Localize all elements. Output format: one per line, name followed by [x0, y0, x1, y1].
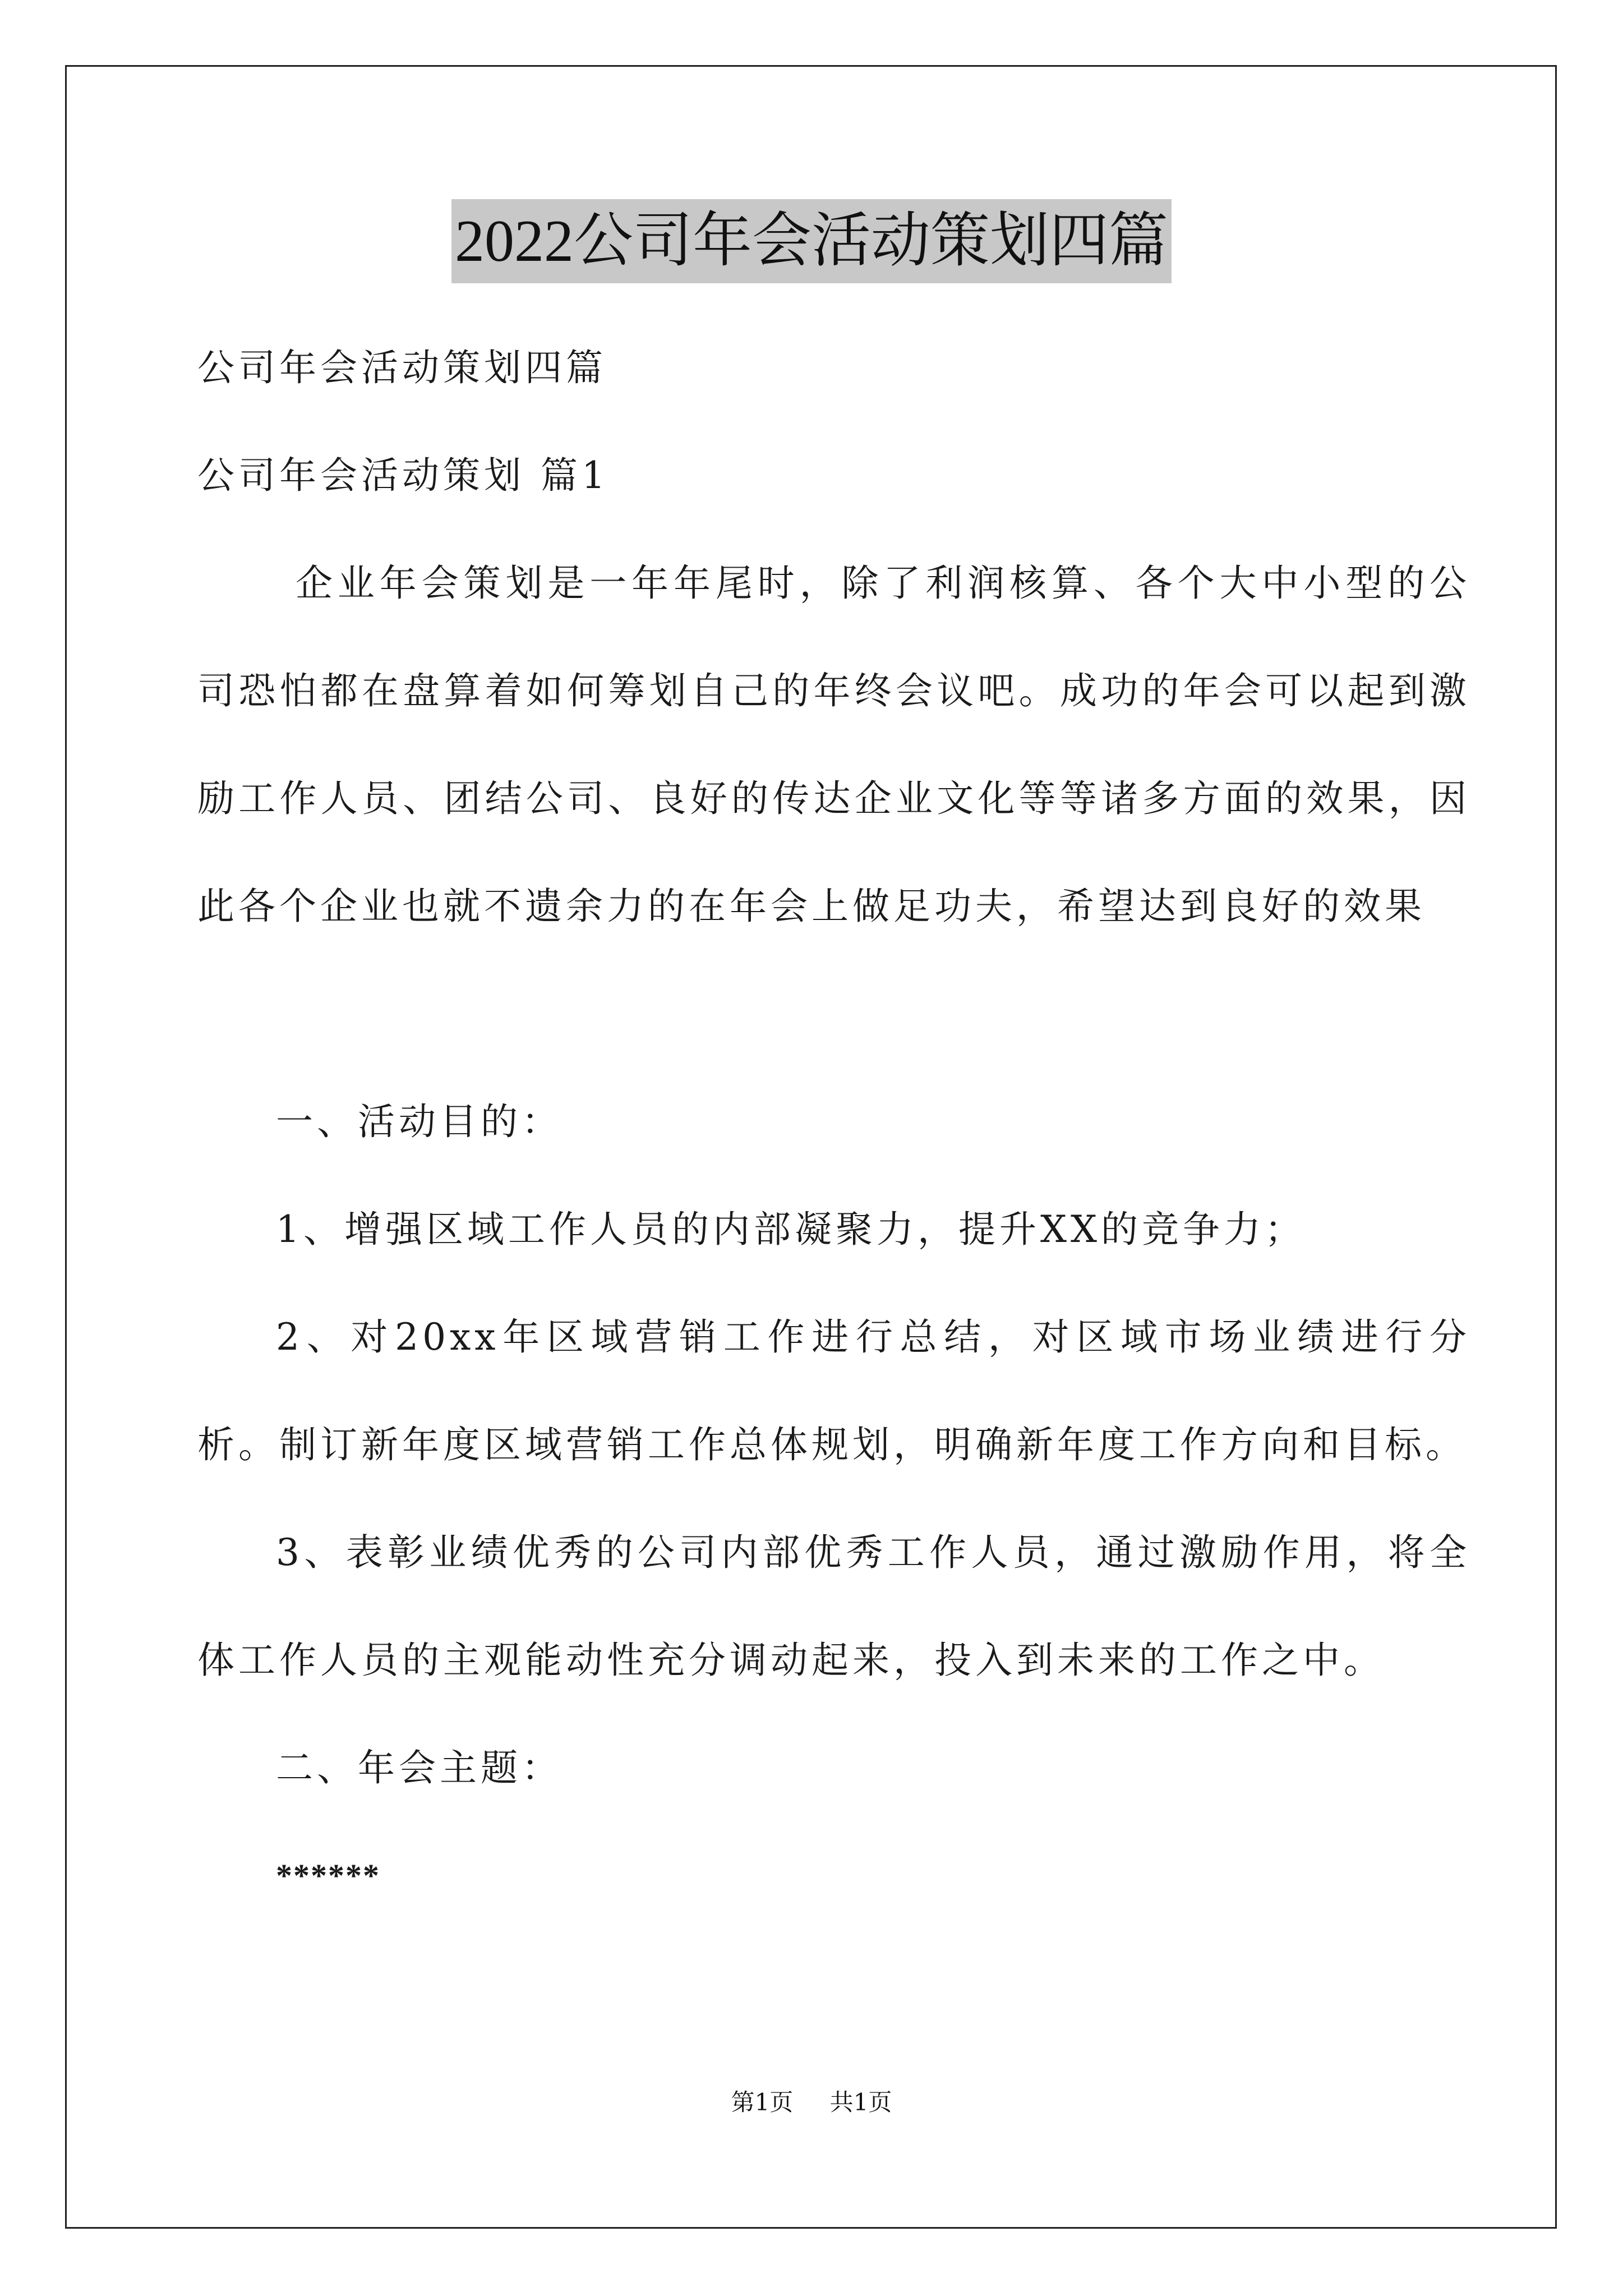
purpose-item-3: 3、表彰业绩优秀的公司内部优秀工作人员，通过激励作用，将全体工作人员的主观能动性充分调动起来，投入到未来的工作之中。 [197, 1531, 1470, 1682]
document-body [197, 314, 1470, 1930]
blank-line [197, 960, 1470, 1068]
theme-placeholder: ****** [276, 1857, 380, 1894]
purpose-item-2: 2、对20xx年区域营销工作进行总结，对区域市场业绩进行分析。制订新年度区域营销工作总体规划，明确新年度工作方向和目标。 [197, 1315, 1470, 1466]
intro-paragraph: 企业年会策划是一年年尾时，除了利润核算、各个大中小型的公司恐怕都在盘算着如何筹划自己的年终会议吧。成功的年会可以起到激励工作人员、团结公司、良好的传达企业文化等等诸多方面的效果，因此各个企业也就不遗余力的在年会上做足功夫，希望达到良好的效果 [197, 562, 1470, 928]
document-title: 2022公司年会活动策划四篇 [451, 199, 1172, 283]
heading-activity-purpose: 一、活动目的： [276, 1100, 562, 1143]
heading-annual-theme: 二、年会主题： [276, 1746, 562, 1789]
page-number: 第1页 [731, 2088, 794, 2116]
purpose-item-1: 1、增强区域工作人员的内部凝聚力，提升XX的竞争力； [276, 1208, 1306, 1251]
subtitle: 公司年会活动策划四篇 [197, 346, 607, 389]
page-total: 共1页 [829, 2088, 892, 2116]
section-heading-1: 公司年会活动策划 篇1 [197, 454, 609, 497]
title-wrap [0, 199, 1623, 283]
page-footer [0, 2084, 1623, 2118]
